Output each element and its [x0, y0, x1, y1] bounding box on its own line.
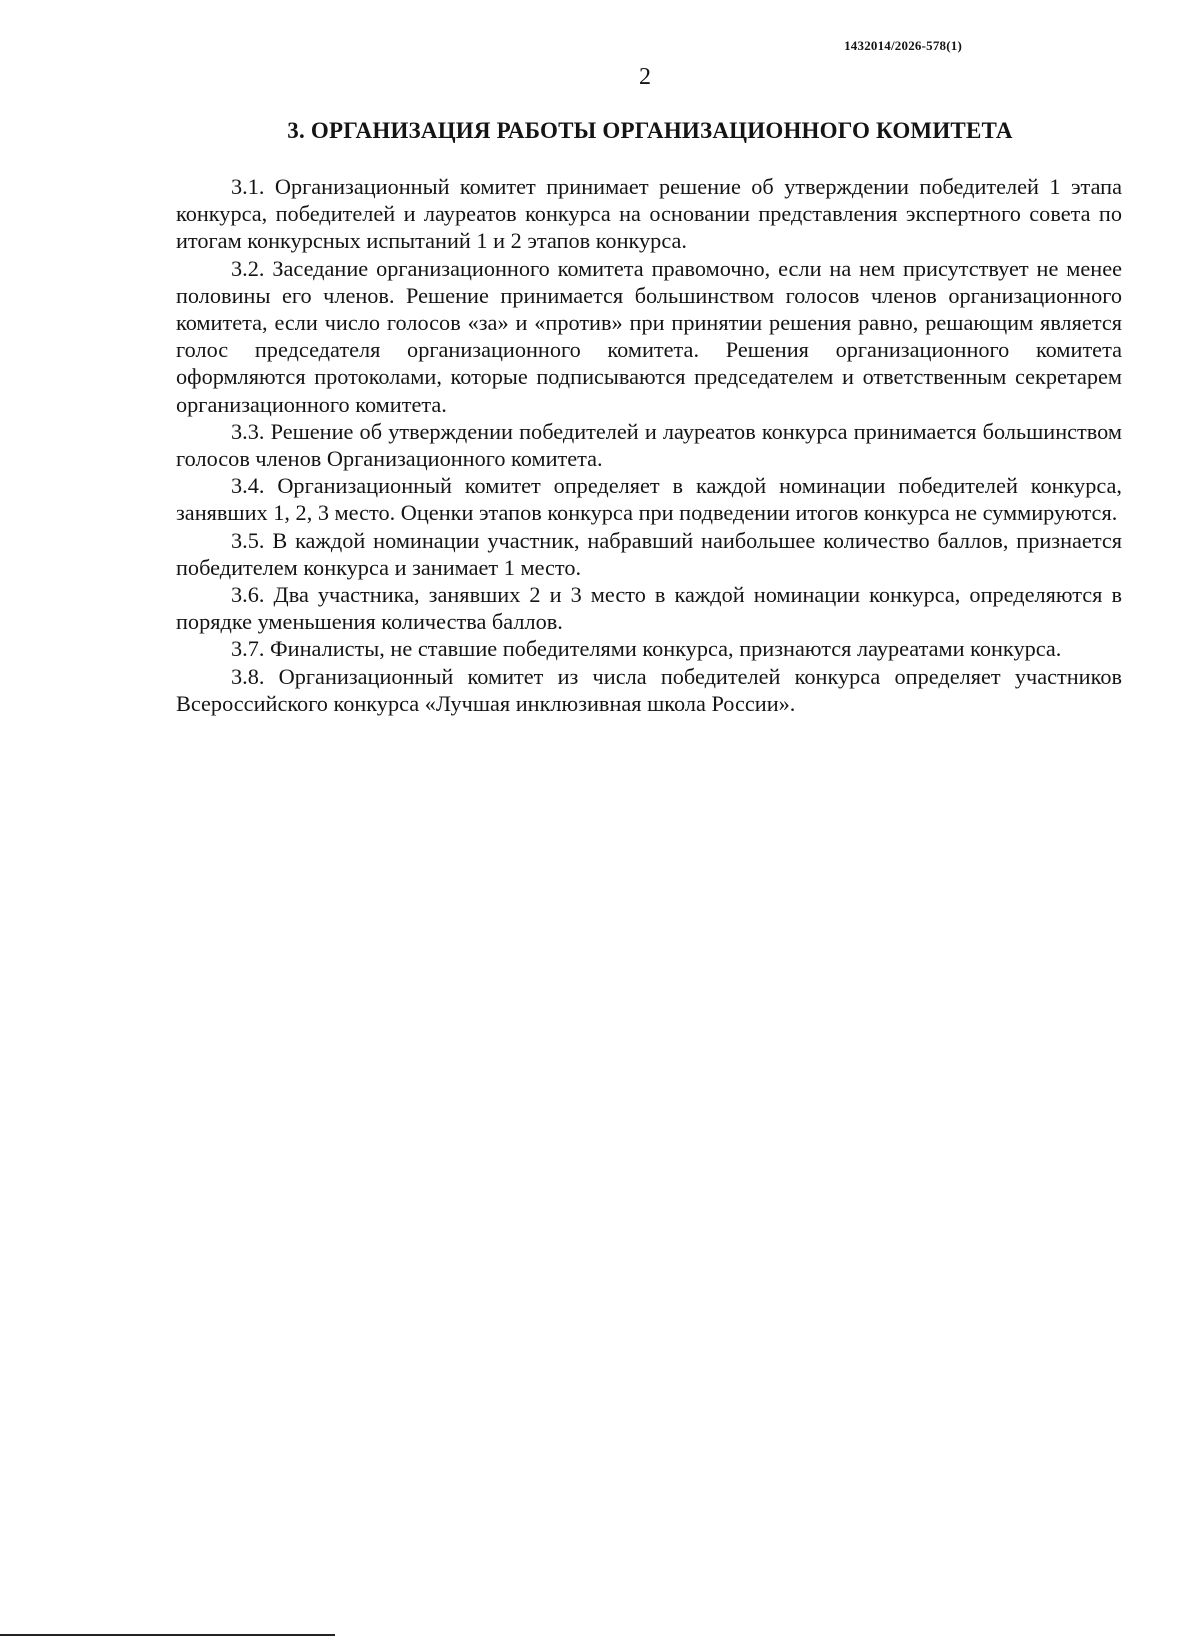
paragraph-3-3: 3.3. Решение об утверждении победителей и лауреатов конкурса принимается большинством голосов членов Организационного комитета. — [176, 418, 1122, 472]
page-number: 2 — [639, 64, 651, 90]
footer-rule — [0, 1634, 335, 1636]
paragraph-3-4: 3.4. Организационный комитет определяет в каждой номинации победителей конкурса, занявших 1, 2, 3 место. Оценки этапов конкурса при подведении итогов конкурса не суммируются. — [176, 473, 1122, 526]
section-title: 3. ОРГАНИЗАЦИЯ РАБОТЫ ОРГАНИЗАЦИОННОГО КОМИТЕТА — [287, 118, 1013, 143]
paragraph-3-6: 3.6. Два участника, занявших 2 и 3 место в каждой номинации конкурса, определяются в порядке уменьшения количества баллов. — [176, 582, 1122, 635]
section-body — [176, 173, 1122, 717]
document-id: 1432014/2026-578(1) — [844, 38, 962, 53]
paragraph-3-8: 3.8. Организационный комитет из числа победителей конкурса определяет участников Всероссийского конкурса «Лучшая инклюзивная школа России». — [176, 663, 1122, 716]
paragraph-3-5: 3.5. В каждой номинации участник, набравший наибольшее количество баллов, признается победителем конкурса и занимает 1 место. — [176, 527, 1122, 580]
paragraph-3-2: 3.2. Заседание организационного комитета правомочно, если на нем присутствует не менее половины его членов. Решение принимается большинством голосов членов организационного комитета, если число голосов «за» и «против» при принятии решения равно, решающим является голос председателя организационного комитета. Решения организационного комитета оформляются протоколами, которые подписываются председателем и ответственным секретарем организационного комитета. — [176, 255, 1122, 417]
paragraph-3-1: 3.1. Организационный комитет принимает решение об утверждении победителей 1 этапа конкурса, победителей и лауреатов конкурса на основании представления экспертного совета по итогам конкурсных испытаний 1 и 2 этапов конкурса. — [176, 174, 1122, 254]
paragraph-3-7: 3.7. Финалисты, не ставшие победителями конкурса, признаются лауреатами конкурса. — [231, 636, 1062, 662]
